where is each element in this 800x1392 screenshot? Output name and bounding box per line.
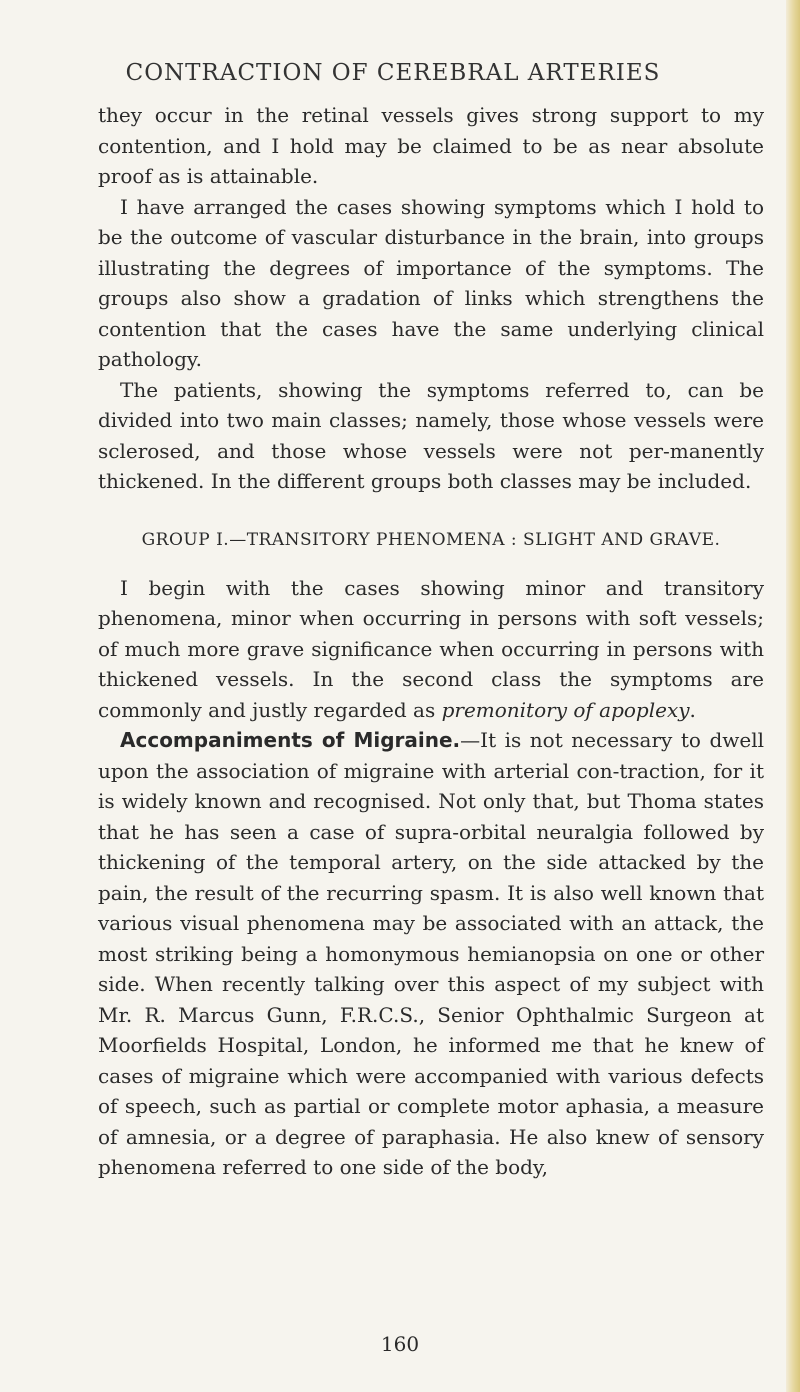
paragraph-continuation: they occur in the retinal vessels gives strong support to my contention, and I hold may be claimed to be as near absolute proof as is attainable. [98, 103, 764, 188]
italic-phrase: premonitory of apoplexy [441, 697, 690, 722]
page-body [98, 100, 764, 1183]
paragraph-classes: The patients, showing the symptoms referred to, can be divided into two main classes; namely, those whose vessels were sclerosed, and those whose vessels were not per-manently thickened. In the different groups both classes may be included. [98, 377, 764, 493]
page-number: 160 [380, 1332, 420, 1356]
run-in-heading: Accompaniments of Migraine. [120, 728, 461, 752]
paragraph-transitory [98, 573, 764, 726]
paragraph-migraine [98, 725, 764, 1183]
page-edge [786, 0, 800, 1392]
paragraph-transitory-end: . [689, 697, 696, 722]
paragraph-arrangement: I have arranged the cases showing symptoms which I hold to be the outcome of vascular disturbance in the brain, into groups illustrating the degrees of importance of the symptoms. The groups also show a gradation of links which strengthens the contention that the cases have the same underlying clinical pathology. [98, 194, 764, 371]
section-heading: GROUP I.—TRANSITORY PHENOMENA : SLIGHT AND GRAVE. [141, 529, 721, 550]
paragraph-transitory-text: I begin with the cases showing minor and transitory phenomena, minor when occurring in persons with soft vessels; of much more grave significance when occurring in persons with thickened vessels. In the second class the symptoms are commonly and justly regarded as [98, 575, 764, 722]
running-head: CONTRACTION OF CEREBRAL ARTERIES [125, 60, 661, 86]
paragraph-migraine-text: —It is not necessary to dwell upon the association of migraine with arterial con-traction, for it is widely known and recognised. Not only that, but Thoma states that he has seen a case of supra-orbital neuralgia followed by thickening of the temporal artery, on the side attacked by the pain, the result of the recurring spasm. It is also well known that various visual phenomena may be associated with an attack, the most striking being a homonymous hemianopsia on one or other side. When recently talking over this aspect of my subject with Mr. R. Marcus Gunn, F.R.C.S., Senior Ophthalmic Surgeon at Moorfields Hospital, London, he informed me that he knew of cases of migraine which were accompanied with various defects of speech, such as partial or complete motor aphasia, a measure of amnesia, or a degree of paraphasia. He also knew of sensory phenomena referred to one side of the body, [98, 728, 765, 1179]
